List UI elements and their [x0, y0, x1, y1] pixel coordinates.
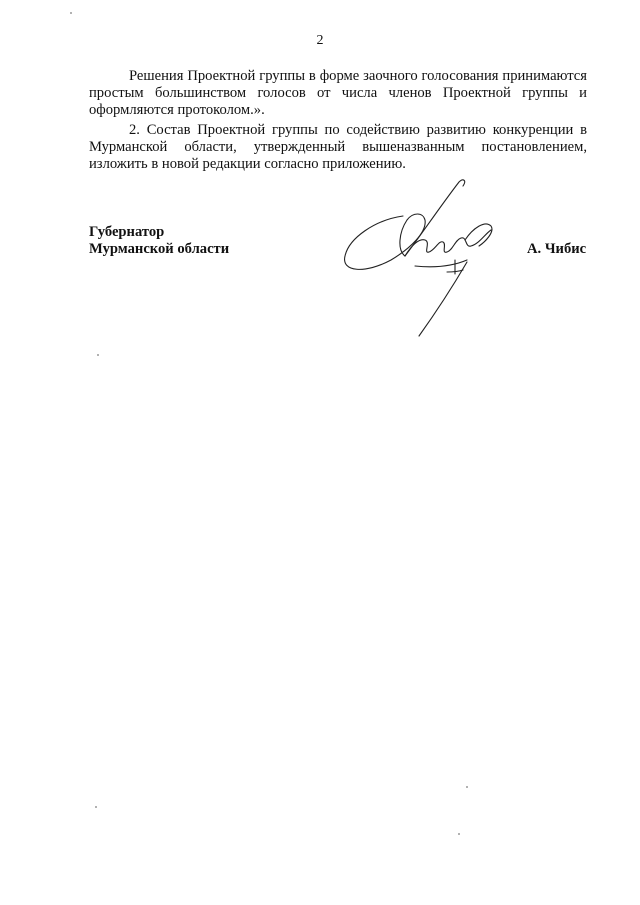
- signer-title-line-2: Мурманской области: [89, 241, 230, 257]
- page-number: 2: [316, 33, 324, 48]
- paragraph-voting-decisions: Решения Проектной группы в форме заочного голосования принимаются простым большинством голосов от числа членов Проектной группы и оформляются протоколом.».: [89, 68, 587, 118]
- scan-speck: [97, 354, 99, 356]
- scan-speck: [95, 806, 97, 808]
- paragraph-project-group-composition: 2. Состав Проектной группы по содействию развитию конкуренции в Мурманской области, утвержденный вышеназванным постановлением, изложить в новой редакции согласно приложению.: [89, 122, 587, 172]
- scan-speck: [458, 833, 460, 835]
- signer-name: А. Чибис: [527, 241, 587, 257]
- scan-speck: [466, 786, 468, 788]
- scan-speck: [70, 12, 72, 14]
- signer-title-line-1: Губернатор: [89, 224, 165, 240]
- handwritten-signature: [335, 168, 510, 343]
